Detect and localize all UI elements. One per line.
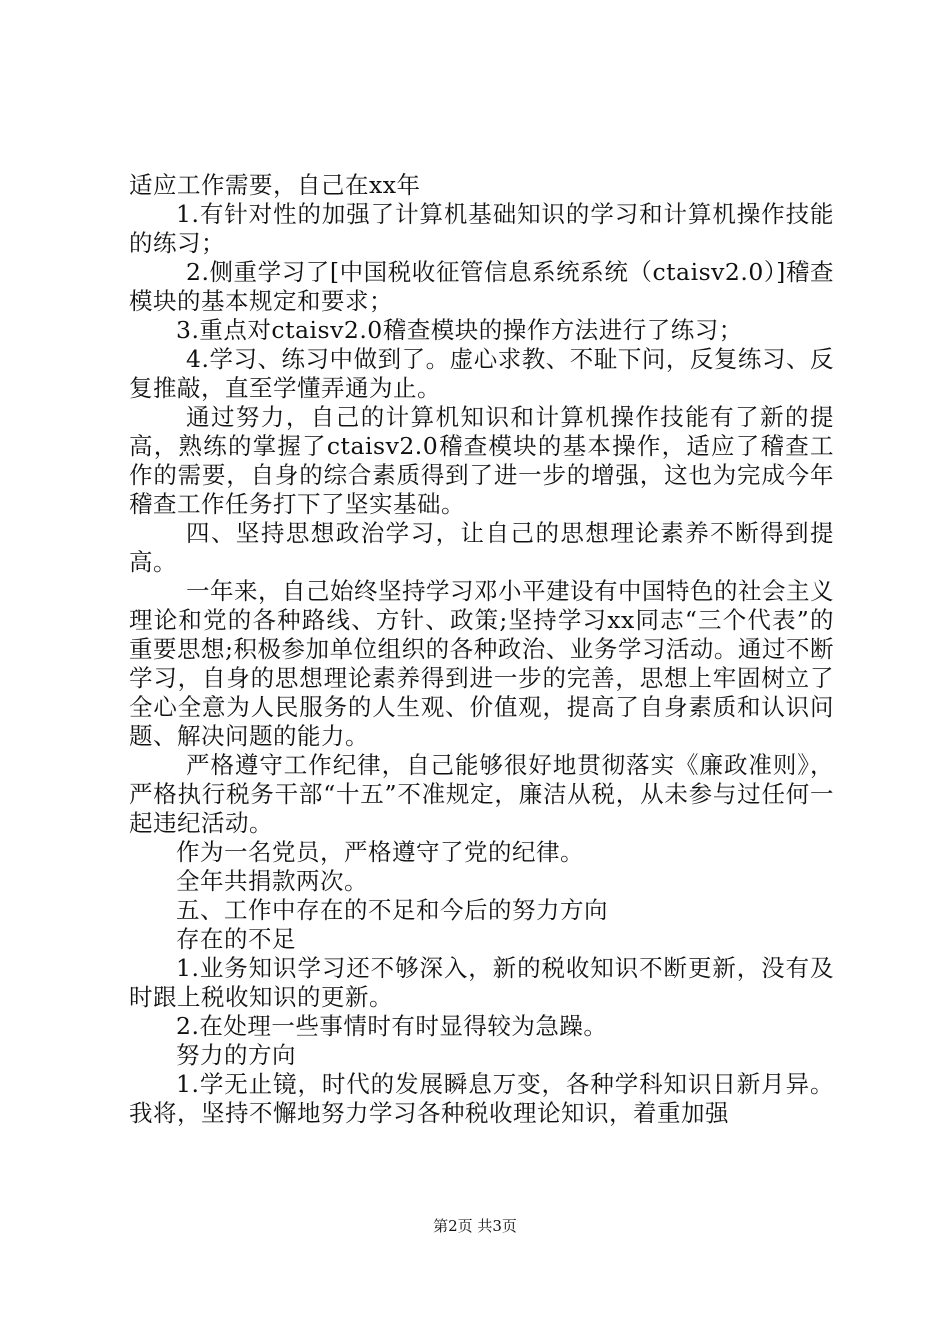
body-paragraph: 1.有针对性的加强了计算机基础知识的学习和计算机操作技能的练习；: [129, 200, 834, 257]
body-paragraph: 1.学无止镜，时代的发展瞬息万变，各种学科知识日新月异。我将，坚持不懈地努力学习各种税收理论知识，着重加强: [129, 1070, 834, 1127]
body-paragraph: 一年来，自己始终坚持学习邓小平建设有中国特色的社会主义理论和党的各种路线、方针、政策;坚持学习xx同志“三个代表”的重要思想;积极参加单位组织的各种政治、业务学习活动。通过不断学习，自身的思想理论素养得到进一步的完善，思想上牢固树立了全心全意为人民服务的人生观、价值观，提高了自身素质和认识问题、解决问题的能力。: [129, 577, 834, 750]
body-paragraph: 1.业务知识学习还不够深入，新的税收知识不断更新，没有及时跟上税收知识的更新。: [129, 954, 834, 1011]
body-paragraph: 四、坚持思想政治学习，让自己的思想理论素养不断得到提高。: [129, 519, 834, 576]
body-paragraph: 努力的方向: [176, 1041, 296, 1069]
body-paragraph: 五、工作中存在的不足和今后的努力方向: [176, 896, 608, 924]
document-body: [129, 171, 834, 1128]
body-paragraph: 通过努力，自己的计算机知识和计算机操作技能有了新的提高，熟练的掌握了ctaisv2.0稽查模块的基本操作，适应了稽查工作的需要，自身的综合素质得到了进一步的增强，这也为完成今年稽查工作任务打下了坚实基础。: [129, 403, 834, 518]
body-paragraph: 全年共捐款两次。: [176, 867, 368, 895]
body-paragraph: 4.学习、练习中做到了。虚心求教、不耻下问，反复练习、反复推敲，直至学懂弄通为止。: [129, 345, 834, 402]
body-paragraph: 2.在处理一些事情时有时显得较为急躁。: [176, 1012, 608, 1040]
body-paragraph: 适应工作需要，自己在xx年: [129, 171, 421, 199]
body-paragraph: 严格遵守工作纪律，自己能够很好地贯彻落实《廉政准则》，严格执行税务干部“十五”不准规定，廉洁从税，从未参与过任何一起违纪活动。: [129, 751, 834, 837]
body-paragraph: 2.侧重学习了[中国税收征管信息系统系统（ctaisv2.0）]稽查模块的基本规定和要求；: [129, 258, 834, 315]
page-footer: 第2页 共3页: [433, 1217, 517, 1235]
body-paragraph: 3.重点对ctaisv2.0稽查模块的操作方法进行了练习；: [176, 316, 743, 344]
body-paragraph: 作为一名党员，严格遵守了党的纪律。: [176, 838, 584, 866]
body-paragraph: 存在的不足: [176, 925, 296, 953]
